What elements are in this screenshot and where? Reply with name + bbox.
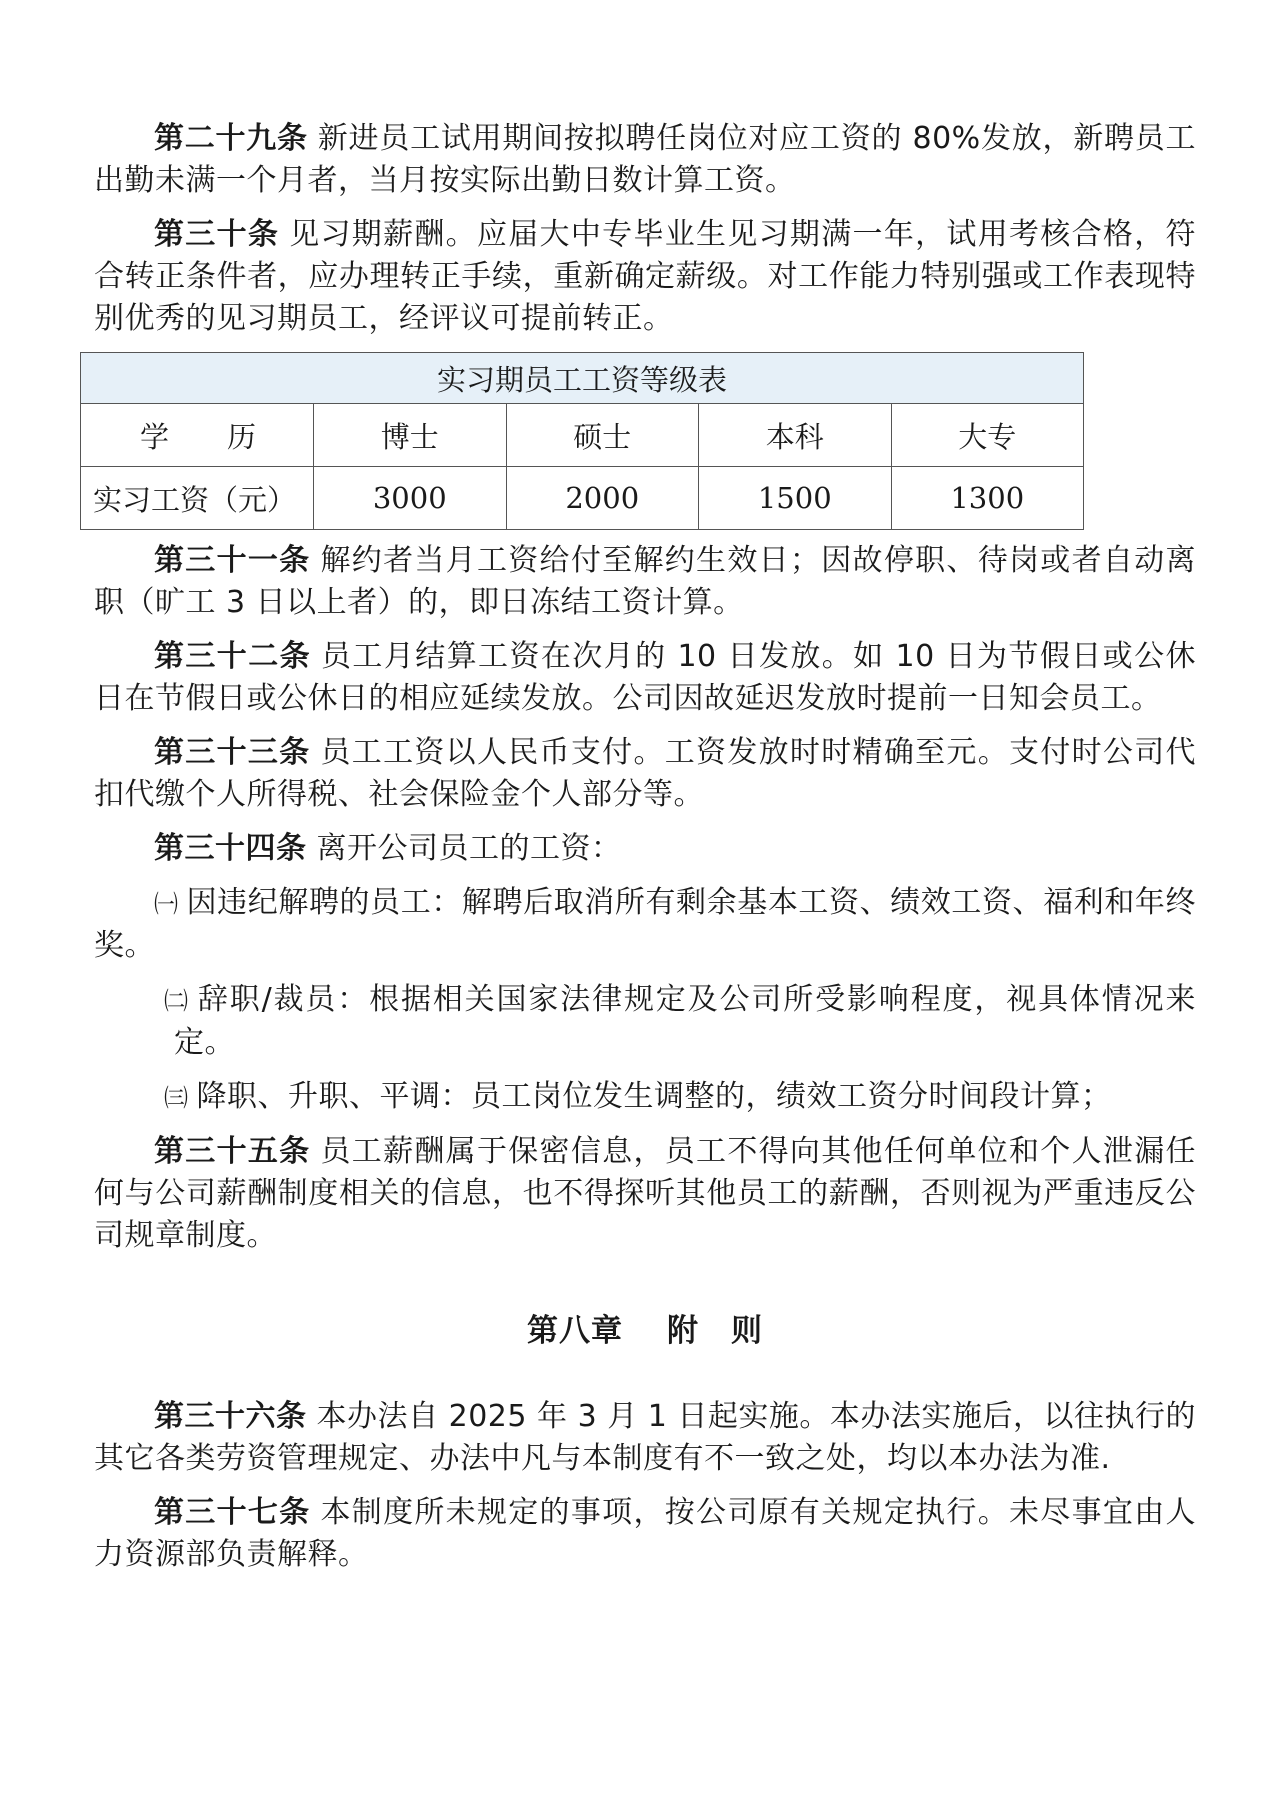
article-label: 第三十一条 <box>154 543 311 578</box>
wage-label: 实习工资（元） <box>81 467 314 530</box>
article-label: 第二十九条 <box>154 121 308 156</box>
article-label: 第三十四条 <box>154 831 307 866</box>
wage-college: 1300 <box>891 467 1084 530</box>
article-label: 第三十二条 <box>154 639 312 674</box>
table-header-row <box>81 404 1084 467</box>
article-text: 本办法自 2025 年 3 月 1 日起实施。本办法实施后，以往执行的其它各类劳资管理规定、办法中凡与本制度有不一致之处，均以本办法为准. <box>94 1399 1196 1476</box>
education-label: 学 历 <box>81 404 314 467</box>
article-label: 第三十六条 <box>154 1399 307 1434</box>
article-label: 第三十条 <box>154 217 280 252</box>
article-33 <box>94 732 1196 816</box>
article-text: 员工薪酬属于保密信息，员工不得向其他任何单位和个人泄漏任何与公司薪酬制度相关的信息，也不得探听其他员工的薪酬，否则视为严重违反公司规章制度。 <box>94 1134 1196 1253</box>
article-label: 第三十七条 <box>154 1495 311 1530</box>
article-text: 本制度所未规定的事项，按公司原有关规定执行。未尽事宜由人力资源部负责解释。 <box>94 1495 1196 1572</box>
item-text: 辞职/裁员：根据相关国家法律规定及公司所受影响程度，视具体情况来定。 <box>174 982 1197 1060</box>
article-text: 见习期薪酬。应届大中专毕业生见习期满一年，试用考核合格，符合转正条件者，应办理转正手续，重新确定薪级。对工作能力特别强或工作表现特别优秀的见习期员工，经评议可提前转正。 <box>94 217 1196 336</box>
item-number: ㈠ <box>154 890 179 918</box>
article-text: 解约者当月工资给付至解约生效日；因故停职、待岗或者自动离职（旷工 3 日以上者）的，即日冻结工资计算。 <box>94 543 1196 620</box>
header-college: 大专 <box>891 404 1084 467</box>
item-text: 降职、升职、平调：员工岗位发生调整的，绩效工资分时间段计算； <box>196 1079 1112 1114</box>
chapter-heading <box>94 1305 1196 1350</box>
article-32 <box>94 636 1196 720</box>
wage-bachelor: 1500 <box>699 467 892 530</box>
article-30 <box>94 214 1196 340</box>
article-text: 员工工资以人民币支付。工资发放时时精确至元。支付时公司代扣代缴个人所得税、社会保险金个人部分等。 <box>94 735 1196 812</box>
header-bachelor: 本科 <box>699 404 892 467</box>
article-text: 员工月结算工资在次月的 10 日发放。如 10 日为节假日或公休日在节假日或公休日的相应延续发放。公司因故延迟发放时提前一日知会员工。 <box>94 639 1196 716</box>
wage-master: 2000 <box>506 467 699 530</box>
article-29 <box>94 118 1196 202</box>
article-35 <box>94 1131 1196 1257</box>
article-31 <box>94 540 1196 624</box>
item-number: ㈢ <box>164 1084 189 1112</box>
chapter-title: 附 则 <box>667 1313 763 1349</box>
table-row <box>81 467 1084 530</box>
table-title-row <box>81 353 1084 404</box>
intern-wage-table <box>80 352 1084 530</box>
article-text: 离开公司员工的工资： <box>316 831 622 866</box>
article-37 <box>94 1492 1196 1576</box>
article-text: 新进员工试用期间按拟聘任岗位对应工资的 80%发放，新聘员工出勤未满一个月者，当月按实际出勤日数计算工资。 <box>94 121 1196 198</box>
header-phd: 博士 <box>314 404 507 467</box>
article-label: 第三十五条 <box>154 1134 311 1169</box>
item-number: ㈡ <box>164 987 190 1015</box>
table-title: 实习期员工工资等级表 <box>81 353 1084 404</box>
header-master: 硕士 <box>506 404 699 467</box>
article-34-item-1 <box>94 882 1196 967</box>
article-label: 第三十三条 <box>154 735 311 770</box>
article-34-item-3 <box>94 1076 1196 1119</box>
document-page <box>94 118 1196 1588</box>
chapter-number: 第八章 <box>527 1313 623 1349</box>
item-text: 因违纪解聘的员工：解聘后取消所有剩余基本工资、绩效工资、福利和年终奖。 <box>94 885 1197 963</box>
article-36 <box>94 1396 1196 1480</box>
article-34 <box>94 828 1196 870</box>
wage-phd: 3000 <box>314 467 507 530</box>
article-34-item-2 <box>94 979 1196 1064</box>
